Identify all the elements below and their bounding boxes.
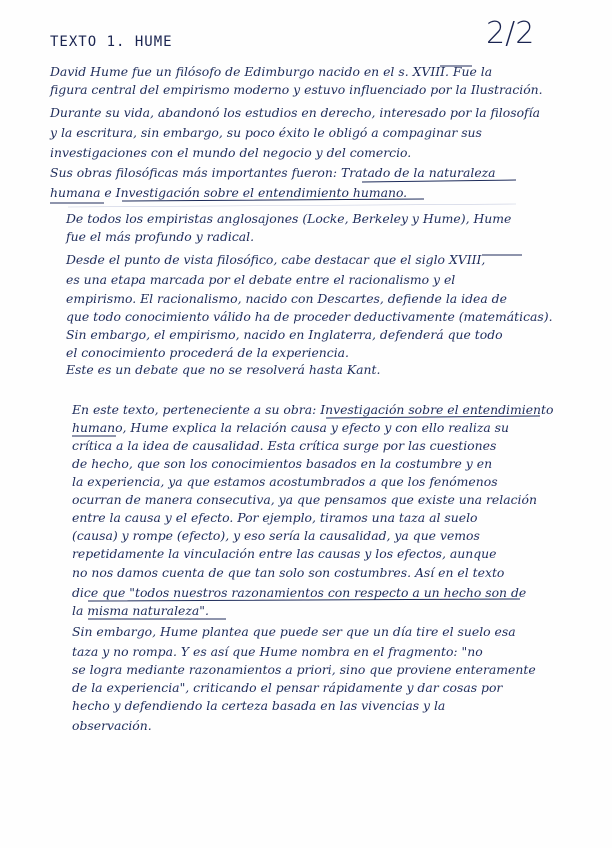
text-line: taza y no rompa. Y es así que Hume nombra en el fragmento: "no	[72, 644, 483, 659]
text-line: repetidamente la vinculación entre las causas y los efectos, aunque	[72, 546, 497, 561]
text-line: crítica a la idea de causalidad. Esta crítica surge por las cuestiones	[72, 438, 497, 453]
text-line: David Hume fue un filósofo de Edimburgo nacido en el s. XVIII. Fue la	[50, 64, 493, 79]
text-line: De todos los empiristas anglosajones (Locke, Berkeley y Hume), Hume	[66, 211, 512, 226]
text-line: (causa) y rompe (efecto), y eso sería la causalidad, ya que vemos	[72, 528, 480, 543]
text-line: el conocimiento procederá de la experiencia.	[66, 345, 349, 360]
text-line: Durante su vida, abandonó los estudios en derecho, interesado por la filosofía	[50, 105, 540, 120]
text-line: empirismo. El racionalismo, nacido con Descartes, defiende la idea de	[66, 291, 507, 306]
text-line: y la escritura, sin embargo, su poco éxito le obligó a compaginar sus	[50, 125, 482, 140]
text-line: Este es un debate que no se resolverá hasta Kant.	[66, 362, 381, 377]
text-line: humano, Hume explica la relación causa y efecto y con ello realiza su	[72, 420, 510, 435]
text-line: se logra mediante razonamientos a priori, sino que proviene enteramente	[72, 662, 536, 677]
text-line: la experiencia, ya que estamos acostumbrados a que los fenómenos	[72, 474, 498, 489]
text-line: Desde el punto de vista filosófico, cabe destacar que el siglo XVIII,	[66, 252, 486, 267]
text-line: la misma naturaleza".	[72, 603, 209, 618]
text-line: Sin embargo, el empirismo, nacido en Inglaterra, defenderá que todo	[66, 327, 503, 342]
text-line: que todo conocimiento válido ha de proceder deductivamente (matemáticas).	[66, 309, 553, 324]
text-line: En este texto, perteneciente a su obra: Investigación sobre el entendimiento	[72, 402, 554, 417]
page-number: 2/2	[486, 16, 535, 51]
text-line: ocurran de manera consecutiva, ya que pensamos que existe una relación	[72, 492, 537, 507]
text-line: no nos damos cuenta de que tan solo son costumbres. Así en el texto	[72, 565, 505, 580]
text-line: de la experiencia", criticando el pensar rápidamente y dar cosas por	[72, 680, 503, 695]
text-line: dice que "todos nuestros razonamientos con respecto a un hecho son de	[72, 585, 527, 600]
text-line: observación.	[72, 718, 152, 733]
text-line: Sin embargo, Hume plantea que puede ser que un día tire el suelo esa	[72, 624, 516, 639]
text-line: de hecho, que son los conocimientos basados en la costumbre y en	[72, 456, 493, 471]
page-title: TEXTO 1. HUME	[50, 34, 173, 50]
text-line: figura central del empirismo moderno y estuvo influenciado por la Ilustración.	[50, 82, 543, 97]
text-line: es una etapa marcada por el debate entre el racionalismo y el	[66, 272, 456, 287]
text-line: Sus obras filosóficas más importantes fueron: Tratado de la naturaleza	[50, 165, 496, 180]
text-line: entre la causa y el efecto. Por ejemplo, tiramos una taza al suelo	[72, 510, 478, 525]
text-line: hecho y defendiendo la certeza basada en las vivencias y la	[72, 698, 446, 713]
ruled-line	[68, 204, 516, 207]
text-line: investigaciones con el mundo del negocio y del comercio.	[50, 145, 412, 160]
text-line: fue el más profundo y radical.	[66, 229, 255, 244]
text-line: humana e Investigación sobre el entendimiento humano.	[50, 185, 408, 200]
